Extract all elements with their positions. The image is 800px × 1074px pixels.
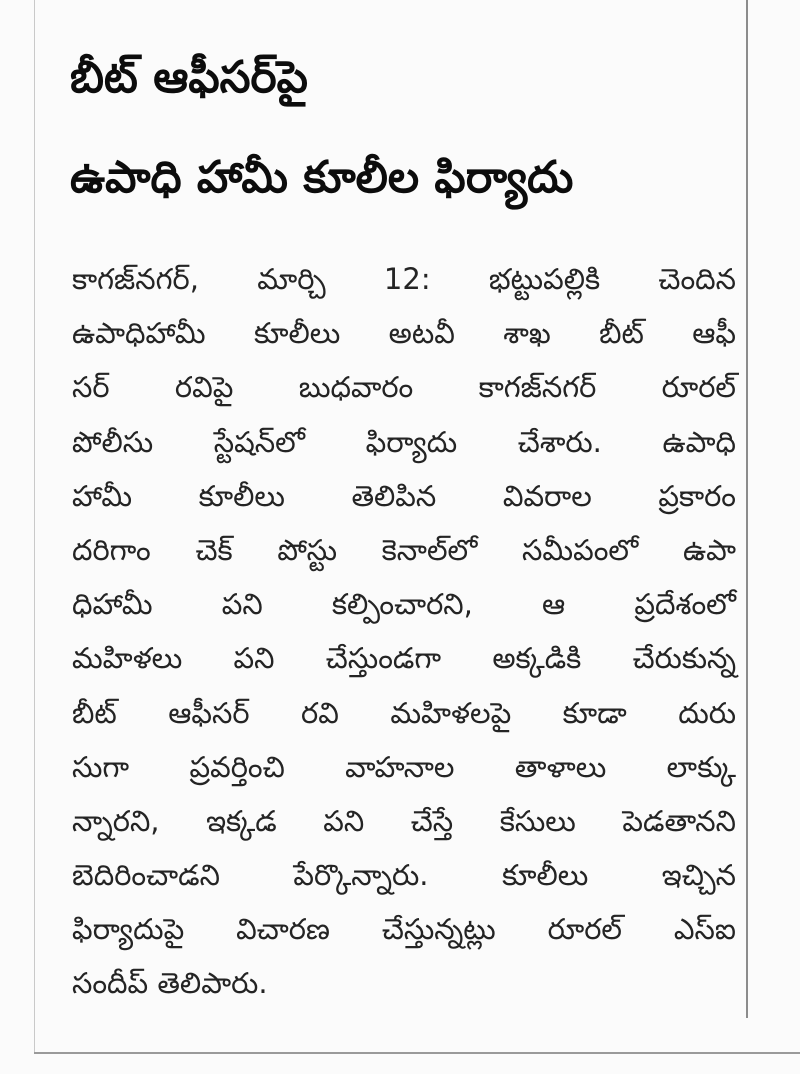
- left-margin-rule: [34, 0, 35, 1052]
- body-line: ధిహామీ పని కల్పించారని, ఆ ప్రదేశంలో: [72, 587, 736, 622]
- body-line: బెదిరించాడని పేర్కొన్నారు. కూలీలు ఇచ్చిన: [72, 858, 736, 893]
- body-line: న్నారని, ఇక్కడ పని చేస్తే కేసులు పెడతానని: [72, 803, 736, 838]
- body-line: మహిళలు పని చేస్తుండగా అక్కడికి చేరుకున్న: [72, 641, 736, 676]
- body-line: సందీప్ తెలిపారు.: [72, 966, 268, 1001]
- bottom-border-rule: [34, 1052, 800, 1054]
- body-line: హామీ కూలీలు తెలిపిన వివరాల ప్రకారం: [72, 478, 736, 513]
- headline-line-1: బీట్ ఆఫీసర్‌పై: [70, 52, 308, 103]
- body-line: ఉపాధిహామీ కూలీలు అటవీ శాఖ బీట్ ఆఫీ: [72, 316, 736, 351]
- headline-line-2: ఉపాధి హామీ కూలీల ఫిర్యాదు: [70, 152, 574, 203]
- body-line: బీట్ ఆఫీసర్ రవి మహిళలపై కూడా దురు: [72, 695, 736, 730]
- body-line: దరిగాం చెక్ పోస్టు కెనాల్‌లో సమీపంలో ఉపా: [72, 532, 736, 567]
- body-line: పోలీసు స్టేషన్‌లో ఫిర్యాదు చేశారు. ఉపాధి: [72, 424, 736, 459]
- body-line: ఫిర్యాదుపై విచారణ చేస్తున్నట్లు రూరల్ ఎస్ఐ: [72, 912, 736, 947]
- body-line: సుగా ప్రవర్తించి వాహనాల తాళాలు లాక్కు: [72, 749, 736, 784]
- body-line: సర్ రవిపై బుధవారం కాగజ్‌నగర్ రూరల్: [72, 370, 736, 405]
- column-divider-rule: [746, 0, 748, 1018]
- article-body: [72, 252, 736, 1011]
- body-line: కాగజ్‌నగర్, మార్చి 12: భట్టుపల్లికి చెందిన: [72, 262, 736, 296]
